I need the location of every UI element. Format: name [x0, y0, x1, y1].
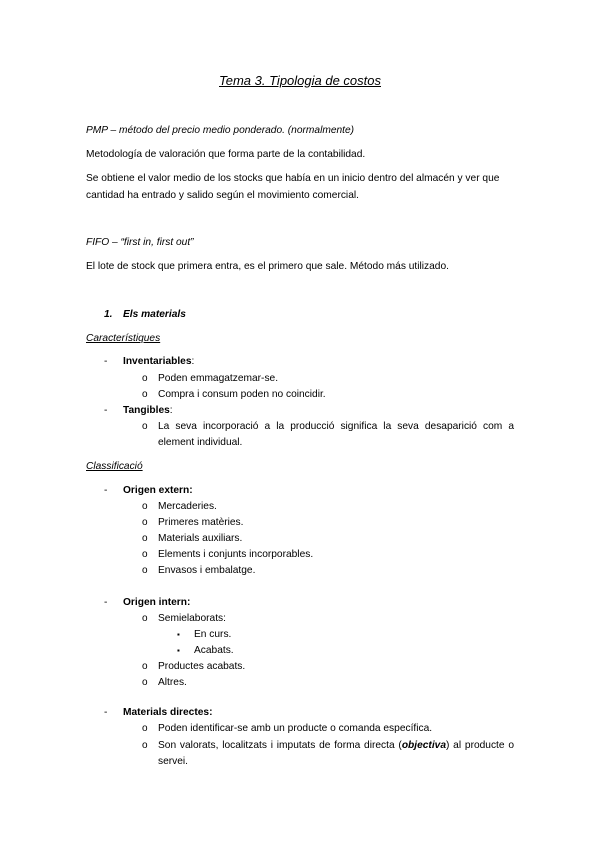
sub-item-text: Productes acabats.: [158, 661, 246, 672]
sub-item-text: Poden identificar-se amb un producte o comanda específica.: [158, 723, 433, 734]
origen-extern-label: Origen extern:: [123, 485, 193, 496]
objectiva-emphasis: objectiva: [401, 740, 446, 751]
label-suffix: :: [191, 356, 195, 367]
dash-bullet: -: [104, 405, 108, 416]
dash-bullet: -: [104, 356, 108, 367]
circle-bullet: o: [142, 533, 148, 544]
sub-item-text: Materials auxiliars.: [158, 533, 243, 544]
sub-sub-item-text: Acabats.: [194, 645, 234, 656]
sub-item-text: Primeres matèries.: [158, 517, 244, 528]
circle-bullet: o: [142, 661, 148, 672]
page-title: Tema 3. Tipologia de costos: [219, 73, 381, 88]
pmp-heading: PMP – método del precio medio ponderado. (normalmente): [86, 125, 355, 136]
materials-directes-label: Materials directes:: [123, 707, 213, 718]
square-bullet: ▪: [177, 646, 180, 655]
sub-item-text: Envasos i embalatge.: [158, 565, 256, 576]
sub-item-text: Mercaderies.: [158, 501, 217, 512]
dash-bullet: -: [104, 707, 108, 718]
dash-bullet: -: [104, 485, 108, 496]
fifo-heading: FIFO – “first in, first out”: [86, 237, 194, 248]
square-bullet: ▪: [177, 630, 180, 639]
sub-item-text: Compra i consum poden no coincidir.: [158, 389, 326, 400]
circle-bullet: o: [142, 421, 148, 432]
circle-bullet: o: [142, 613, 148, 624]
circle-bullet: o: [142, 723, 148, 734]
circle-bullet: o: [142, 677, 148, 688]
sub-sub-item-text: En curs.: [194, 629, 232, 640]
label-suffix: :: [169, 405, 173, 416]
section-number: 1.: [104, 309, 113, 320]
classificacio-heading: Classificació: [86, 461, 143, 472]
circle-bullet: o: [142, 565, 148, 576]
sub-item-text: Poden emmagatzemar-se.: [158, 373, 279, 384]
sub-item-text: Altres.: [158, 677, 187, 688]
sub-item-text: Elements i conjunts incorporables.: [158, 549, 314, 560]
circle-bullet: o: [142, 501, 148, 512]
sub-item-text: [158, 738, 514, 770]
inventariables-label: Inventariables: [123, 356, 192, 367]
sub-item-text: La seva incorporació a la producció significa la seva desaparició com a element individual.: [158, 421, 514, 448]
directes-text-post: ) al producte o servei.: [158, 740, 515, 767]
circle-bullet: o: [142, 389, 148, 400]
sub-item-text: Semielaborats:: [158, 613, 226, 624]
origen-intern-label: Origen intern:: [123, 597, 191, 608]
directes-text-pre: Son valorats, localitzats i imputats de forma directa (: [158, 740, 402, 751]
fifo-paragraph: El lote de stock que primera entra, es el primero que sale. Método más utilizado.: [86, 261, 449, 272]
pmp-paragraph-1: Metodología de valoración que forma parte de la contabilidad.: [86, 149, 366, 160]
tangibles-label: Tangibles: [123, 405, 170, 416]
section-title: Els materials: [123, 309, 186, 320]
dash-bullet: -: [104, 597, 108, 608]
circle-bullet: o: [142, 517, 148, 528]
circle-bullet: o: [142, 373, 148, 384]
caracteristiques-heading: Característiques: [86, 333, 161, 344]
circle-bullet: o: [142, 740, 148, 751]
pmp-paragraph-2: Se obtiene el valor medio de los stocks que había en un inicio dentro del almacén y ver que cantidad ha entrado y salido según el movimiento comercial.: [86, 173, 500, 201]
circle-bullet: o: [142, 549, 148, 560]
